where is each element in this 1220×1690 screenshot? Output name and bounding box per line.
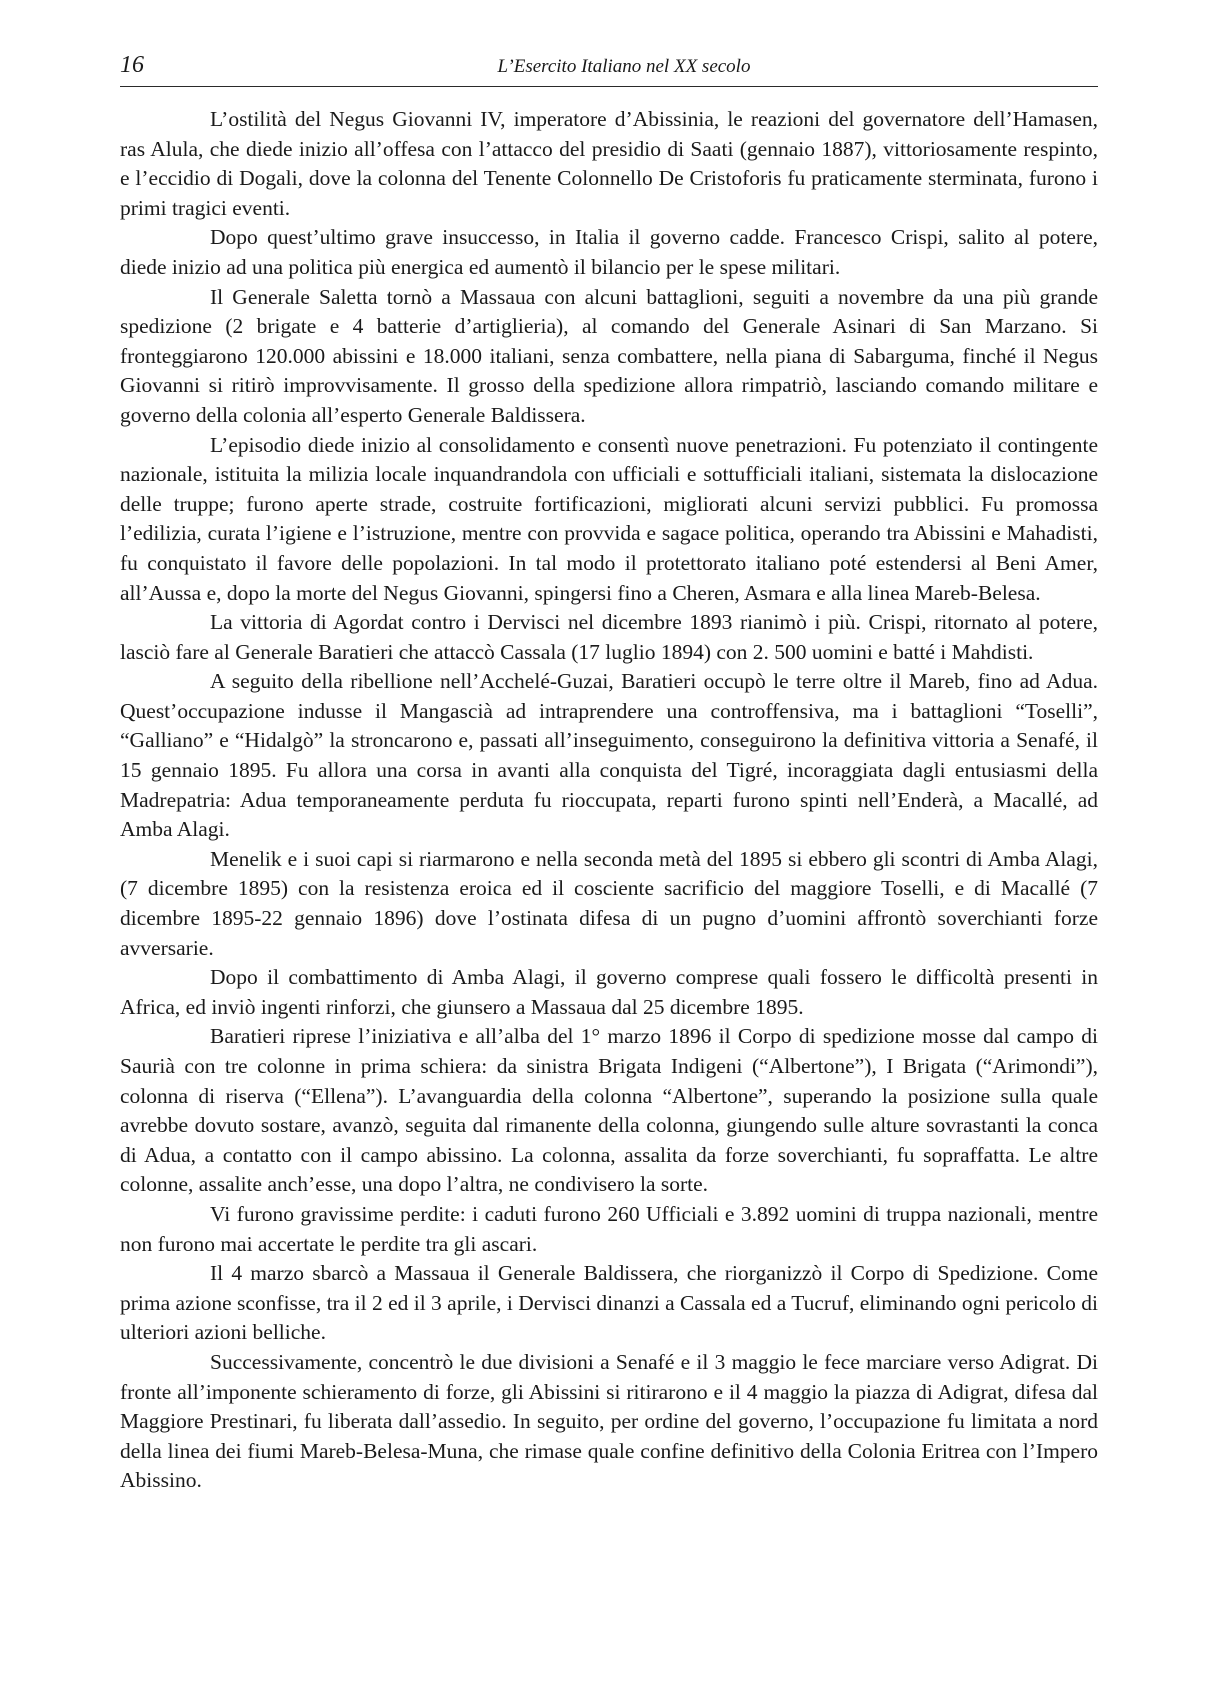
paragraph: Vi furono gravissime perdite: i caduti furono 260 Ufficiali e 3.892 uomini di truppa nazionali, mentre non furono mai accertate le perdite tra gli ascari. (120, 1201, 1098, 1256)
paragraph: L’ostilità del Negus Giovanni IV, imperatore d’Abissinia, le reazioni del governatore dell’Hamasen, ras Alula, che diede inizio all’offesa con l’attacco del presidio di Saati (gennaio 1887), vittoriosamente respinto, e l’eccidio di Dogali, dove la colonna del Tenente Colonnello De Cristoforis fu praticamente sterminata, furono i primi tragici eventi. (120, 107, 1098, 220)
book-page (120, 52, 1098, 1496)
paragraph: Dopo quest’ultimo grave insuccesso, in Italia il governo cadde. Francesco Crispi, salito al potere, diede inizio ad una politica più energica ed aumentò il bilancio per le spese militari. (120, 225, 1098, 279)
running-title: L’Esercito Italiano nel XX secolo (497, 56, 751, 77)
body-text (120, 105, 1098, 1496)
paragraph: A seguito della ribellione nell’Acchelé-Guzai, Baratieri occupò le terre oltre il Mareb, fino ad Adua. Quest’occupazione indusse il Mangascià ad intraprendere una controffensiva, ma i battaglioni “Toselli”, “Galliano” e “Hidalgò” la stroncarono e, passati all’inseguimento, conseguirono la definitiva vittoria a Senafé, il 15 gennaio 1895. Fu allora una corsa in avanti alla conquista del Tigré, incoraggiata dagli entusiasmi della Madrepatria: Adua temporaneamente perduta fu rioccupata, reparti furono spinti nell’Enderà, a Macallé, ad Amba Alagi. (120, 669, 1098, 842)
paragraph: L’episodio diede inizio al consolidamento e consentì nuove penetrazioni. Fu potenziato il contingente nazionale, istituita la milizia locale inquandrandola con ufficiali e sottufficiali italiani, sistemata la dislocazione delle truppe; furono aperte strade, costruite fortificazioni, migliorati alcuni servizi pubblici. Fu promossa l’edilizia, curata l’igiene e l’istruzione, mentre con provvida e sagace politica, operando tra Abissini e Mahadisti, fu conquistato il favore delle popolazioni. In tal modo il protettorato italiano poté estendersi al Beni Amer, all’Aussa e, dopo la morte del Negus Giovanni, spingersi fino a Cheren, Asmara e alla linea Mareb-Belesa. (120, 432, 1098, 605)
paragraph: La vittoria di Agordat contro i Dervisci nel dicembre 1893 rianimò i più. Crispi, ritornato al potere, lasciò fare al Generale Baratieri che attaccò Cassala (17 luglio 1894) con 2. 500 uomini e batté i Mahdisti. (120, 610, 1098, 664)
paragraph: Successivamente, concentrò le due divisioni a Senafé e il 3 maggio le fece marciare verso Adigrat. Di fronte all’imponente schieramento di forze, gli Abissini si ritirarono e il 4 maggio la piazza di Adigrat, difesa dal Maggiore Prestinari, fu liberata dall’assedio. In seguito, per ordine del governo, l’occupazione fu limitata a nord della linea dei fiumi Mareb-Belesa-Muna, che rimase quale confine definitivo della Colonia Eritrea con l’Impero Abissino. (120, 1349, 1098, 1493)
paragraph: Dopo il combattimento di Amba Alagi, il governo comprese quali fossero le difficoltà presenti in Africa, ed inviò ingenti rinforzi, che giunsero a Massaua dal 25 dicembre 1895. (120, 965, 1098, 1019)
paragraph: Menelik e i suoi capi si riarmarono e nella seconda metà del 1895 si ebbero gli scontri di Amba Alagi, (7 dicembre 1895) con la resistenza eroica ed il cosciente sacrificio del maggiore Toselli, e di Macallé (7 dicembre 1895-22 gennaio 1896) dove l’ostinata difesa di un pugno d’uomini affrontò soverchianti forze avversarie. (120, 846, 1098, 960)
page-header (120, 52, 1098, 87)
paragraph: Baratieri riprese l’iniziativa e all’alba del 1° marzo 1896 il Corpo di spedizione mosse dal campo di Saurià con tre colonne in prima schiera: da sinistra Brigata Indigeni (“Albertone”), I Brigata (“Arimondi”), colonna di riserva (“Ellena”). L’avanguardia della colonna “Albertone”, superando la posizione sulla quale avrebbe dovuto sostare, avanzò, seguita dal rimanente della colonna, giungendo sulle alture sovrastanti la conca di Adua, a contatto con il campo abissino. La colonna, assalita da forze soverchianti, fu sopraffatta. Le altre colonne, assalite anch’esse, una dopo l’altra, ne condivisero la sorte. (120, 1024, 1098, 1197)
page-number: 16 (120, 52, 144, 78)
paragraph: Il Generale Saletta tornò a Massaua con alcuni battaglioni, seguiti a novembre da una più grande spedizione (2 brigate e 4 batterie d’artiglieria), al comando del Generale Asinari di San Marzano. Si fronteggiarono 120.000 abissini e 18.000 italiani, senza combattere, nella piana di Sabarguma, finché il Negus Giovanni si ritirò improvvisamente. Il grosso della spedizione allora rimpatriò, lasciando comando militare e governo della colonia all’esperto Generale Baldissera. (120, 284, 1098, 427)
paragraph: Il 4 marzo sbarcò a Massaua il Generale Baldissera, che riorganizzò il Corpo di Spedizione. Come prima azione sconfisse, tra il 2 ed il 3 aprile, i Dervisci dinanzi a Cassala ed a Tucruf, eliminando ogni pericolo di ulteriori azioni belliche. (120, 1261, 1098, 1345)
